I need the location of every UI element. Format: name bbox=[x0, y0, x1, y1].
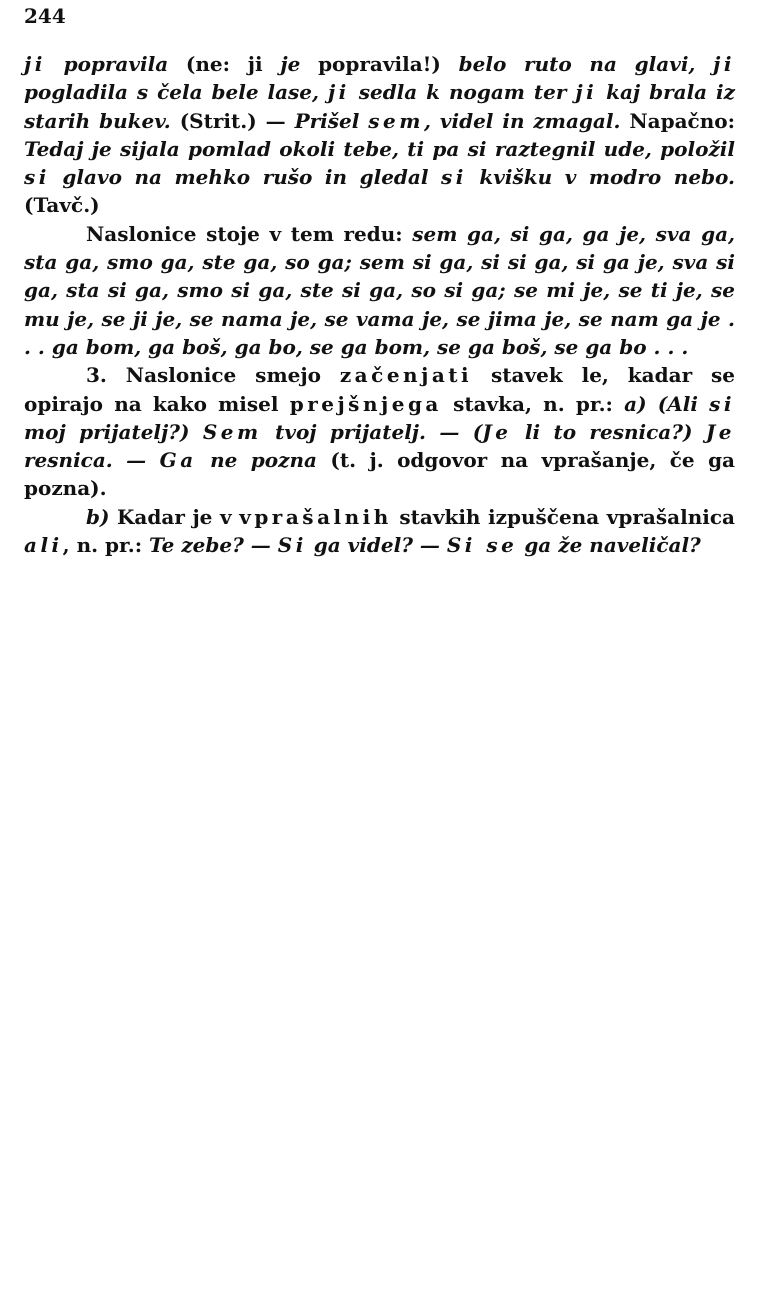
text-segment: si bbox=[24, 165, 50, 190]
text-segment: glavo na mehko rušo in gledal bbox=[49, 165, 442, 190]
text-segment: Je bbox=[482, 419, 512, 444]
page-number: 244 bbox=[24, 4, 66, 28]
text-segment: li to resnica?) bbox=[511, 419, 706, 444]
text-segment: Sem bbox=[202, 419, 262, 444]
body-text bbox=[24, 50, 735, 559]
text-segment: moj prijatelj?) bbox=[24, 419, 203, 444]
text-segment: začenjati bbox=[339, 363, 473, 388]
text-segment: ji bbox=[575, 80, 598, 105]
paragraph-4 bbox=[24, 503, 735, 560]
text-segment: 3. Naslonice smejo bbox=[86, 363, 340, 388]
text-segment: (Strit.) — bbox=[170, 108, 295, 133]
text-segment: stavka, n. pr.: bbox=[441, 391, 625, 416]
text-segment: Si se bbox=[446, 533, 518, 558]
text-segment: sem ga, si ga, ga je, sva ga, sta ga, smo ga, ste ga, so ga; sem si ga, si si ga, si ga je, sva si ga, sta si ga, smo si ga, ste si ga, so si ga; se mi je, se ti je, se mu je, se ji je, se nama je, se vama je, se jima je, se nam ga je . . . ga bom, ga boš, ga bo, se ga bom, se ga boš, se ga bo . . . bbox=[24, 221, 735, 359]
text-segment: ji bbox=[24, 52, 46, 76]
text-segment: vprašalnih bbox=[239, 504, 392, 529]
text-segment: ga videl? — bbox=[306, 533, 447, 558]
text-segment: Te zebe? — bbox=[149, 533, 278, 558]
text-segment: , n. pr.: bbox=[62, 533, 150, 558]
text-segment: , videl in zmagal. bbox=[423, 108, 621, 133]
paragraph-1 bbox=[24, 50, 735, 220]
text-segment: (ne: ji bbox=[168, 52, 281, 76]
text-segment: a) (Ali bbox=[624, 391, 710, 416]
text-segment: (Tavč.) bbox=[24, 193, 100, 218]
text-segment: si bbox=[709, 391, 736, 416]
text-segment: stavek le, kadar se opirajo na kako misel bbox=[24, 363, 736, 416]
text-segment: si bbox=[441, 165, 467, 190]
paragraph-3 bbox=[24, 361, 735, 502]
text-segment: Prišel bbox=[294, 108, 369, 133]
text-segment: ga že naveličal? bbox=[517, 533, 701, 558]
text-segment: tvoj prijatelj. — ( bbox=[261, 419, 483, 444]
text-segment: prejšnjega bbox=[289, 391, 442, 416]
text-segment: sedla k nogam ter bbox=[349, 80, 576, 105]
text-segment: resnica. — bbox=[24, 448, 160, 473]
text-segment: kvišku v modro nebo. bbox=[466, 165, 735, 190]
text-segment: Kadar je v bbox=[109, 504, 240, 529]
text-segment: (t. j. odgovor na vprašanje, če ga pozna). bbox=[24, 448, 736, 501]
text-segment: belo ruto na glavi, bbox=[458, 52, 714, 76]
text-segment: Naslonice stoje v tem redu: bbox=[86, 221, 413, 246]
text-segment: Napačno: bbox=[620, 108, 735, 133]
text-segment: popravila bbox=[45, 52, 169, 76]
text-segment: je bbox=[280, 52, 301, 76]
text-segment: kaj brala iz starih bukev. bbox=[24, 80, 736, 133]
paragraph-2 bbox=[24, 220, 735, 361]
text-segment: Si bbox=[277, 533, 307, 558]
text-segment: stavkih izpuščena vprašalnica bbox=[391, 504, 735, 529]
text-segment: ji bbox=[327, 80, 350, 105]
text-segment: pogladila s čela bele lase, bbox=[24, 80, 328, 105]
text-segment: sem bbox=[368, 108, 424, 133]
text-segment: Je bbox=[705, 419, 735, 444]
text-segment: Ga bbox=[159, 448, 197, 473]
text-segment: b) bbox=[86, 504, 110, 529]
text-segment: ne pozna bbox=[196, 448, 317, 473]
text-segment: ali bbox=[24, 533, 63, 558]
text-segment: ji bbox=[713, 52, 735, 76]
text-segment: popravila!) bbox=[300, 52, 459, 76]
text-segment: Tedaj je sijala pomlad okoli tebe, ti pa si raztegnil ude, položil bbox=[24, 136, 735, 161]
